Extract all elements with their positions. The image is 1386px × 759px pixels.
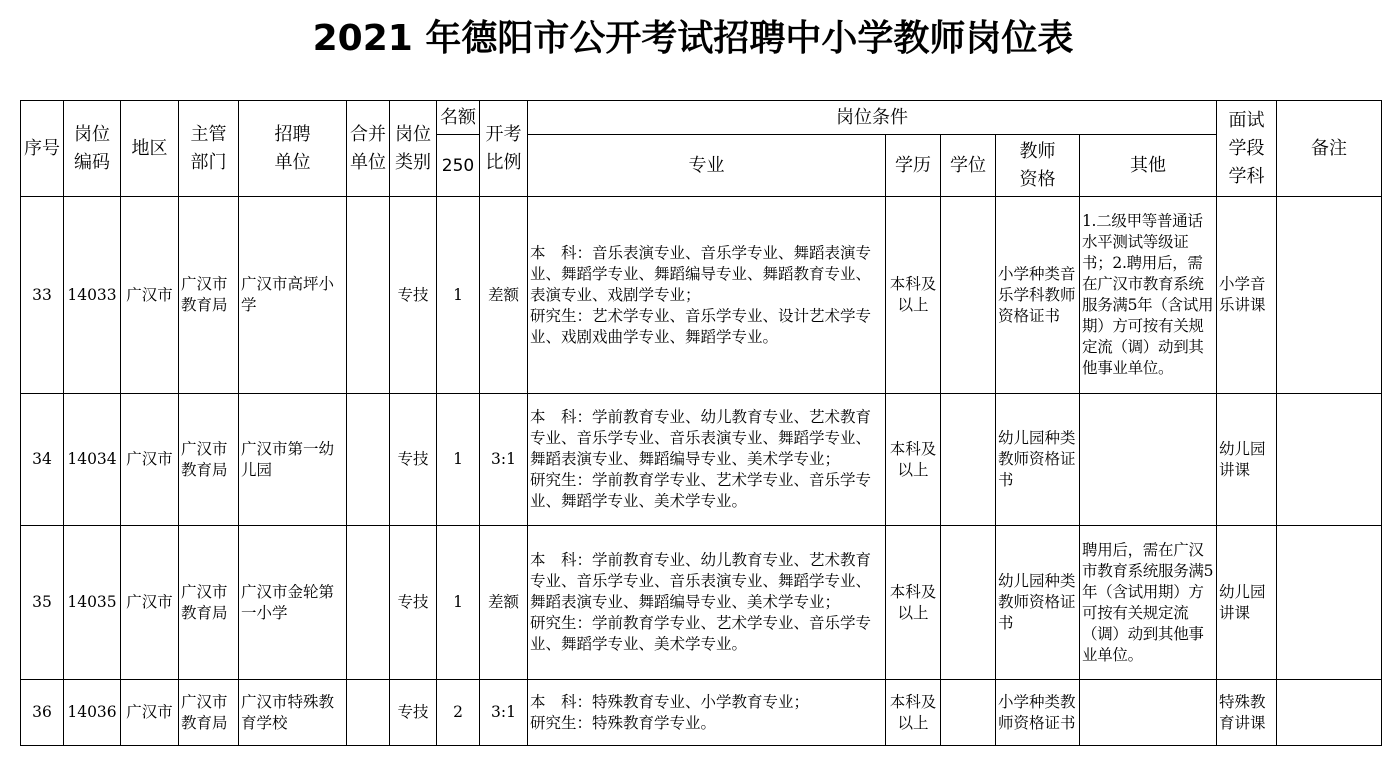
job-table: [20, 100, 1382, 746]
cell-other: 聘用后，需在广汉市教育系统服务满5年（含试用期）方可按有关规定流（调）动到其他事业单位。: [1080, 526, 1217, 680]
cell-category: 专技: [390, 680, 437, 746]
cell-dept: 广汉市教育局: [179, 394, 239, 526]
cell-education: 本科及以上: [886, 197, 941, 394]
cell-major: [528, 526, 886, 680]
cell-quota: 2: [437, 680, 480, 746]
cell-seq: 33: [21, 197, 64, 394]
major-graduate: 研究生：学前教育学专业、艺术学专业、音乐学专业、舞蹈学专业、美术学专业。: [530, 614, 872, 653]
cell-quota: 1: [437, 197, 480, 394]
cell-seq: 36: [21, 680, 64, 746]
cell-region: 广汉市: [121, 680, 179, 746]
major-undergrad: 本 科：特殊教育专业、小学教育专业；: [530, 692, 810, 711]
cell-unit: 广汉市金轮第一小学: [239, 526, 347, 680]
cell-ratio: 3:1: [480, 680, 528, 746]
cell-education: 本科及以上: [886, 394, 941, 526]
major-undergrad: 本 科：学前教育专业、幼儿教育专业、艺术教育专业、音乐学专业、音乐表演专业、舞蹈学专业、舞蹈表演专业、舞蹈编导专业、美术学专业；: [530, 408, 872, 468]
cell-interview: 特殊教育讲课: [1217, 680, 1277, 746]
header-remark: 备注: [1277, 101, 1382, 197]
cell-remark: [1277, 680, 1382, 746]
cell-qualification: 幼儿园种类教师资格证书: [996, 394, 1080, 526]
cell-code: 14035: [64, 526, 121, 680]
cell-ratio: 差额: [480, 526, 528, 680]
cell-category: 专技: [390, 394, 437, 526]
cell-region: 广汉市: [121, 526, 179, 680]
header-ratio: 开考 比例: [480, 101, 528, 197]
cell-remark: [1277, 394, 1382, 526]
cell-code: 14034: [64, 394, 121, 526]
cell-qualification: 幼儿园种类教师资格证书: [996, 526, 1080, 680]
major-graduate: 研究生：特殊教育学专业。: [530, 713, 717, 732]
major-undergrad: 本 科：学前教育专业、幼儿教育专业、艺术教育专业、音乐学专业、音乐表演专业、舞蹈学专业、舞蹈表演专业、舞蹈编导专业、美术学专业；: [530, 551, 872, 611]
header-major: 专业: [528, 135, 886, 197]
cell-merged: [347, 526, 390, 680]
table-row: [21, 197, 1382, 394]
header-education: 学历: [886, 135, 941, 197]
cell-unit: 广汉市第一幼儿园: [239, 394, 347, 526]
header-region: 地区: [121, 101, 179, 197]
header-qualification: 教师 资格: [996, 135, 1080, 197]
header-unit: 招聘 单位: [239, 101, 347, 197]
cell-code: 14033: [64, 197, 121, 394]
table-row: [21, 680, 1382, 746]
cell-quota: 1: [437, 526, 480, 680]
cell-degree: [941, 197, 996, 394]
major-undergrad: 本 科：音乐表演专业、音乐学专业、舞蹈表演专业、舞蹈学专业、舞蹈编导专业、舞蹈教育专业、表演专业、戏剧学专业；: [530, 243, 872, 304]
cell-merged: [347, 680, 390, 746]
table-row: [21, 394, 1382, 526]
cell-quota: 1: [437, 394, 480, 526]
cell-region: 广汉市: [121, 197, 179, 394]
cell-qualification: 小学种类音乐学科教师资格证书: [996, 197, 1080, 394]
cell-ratio: 3:1: [480, 394, 528, 526]
header-dept: 主管 部门: [179, 101, 239, 197]
header-quota-label: 名额: [437, 101, 480, 135]
cell-education: 本科及以上: [886, 526, 941, 680]
cell-major: [528, 680, 886, 746]
cell-interview: 幼儿园讲课: [1217, 394, 1277, 526]
cell-unit: 广汉市高坪小学: [239, 197, 347, 394]
cell-region: 广汉市: [121, 394, 179, 526]
header-category: 岗位 类别: [390, 101, 437, 197]
header-code: 岗位 编码: [64, 101, 121, 197]
major-graduate: 研究生：艺术学专业、音乐学专业、设计艺术学专业、戏剧戏曲学专业、舞蹈学专业。: [530, 306, 872, 346]
table-row: [21, 526, 1382, 680]
header-interview: 面试 学段 学科: [1217, 101, 1277, 197]
cell-interview: 小学音乐讲课: [1217, 197, 1277, 394]
cell-merged: [347, 197, 390, 394]
cell-other: [1080, 394, 1217, 526]
cell-remark: [1277, 526, 1382, 680]
cell-category: 专技: [390, 526, 437, 680]
cell-dept: 广汉市教育局: [179, 680, 239, 746]
cell-degree: [941, 680, 996, 746]
header-seq: 序号: [21, 101, 64, 197]
header-quota-total: 250: [437, 135, 480, 197]
cell-code: 14036: [64, 680, 121, 746]
page-title: 2021 年德阳市公开考试招聘中小学教师岗位表: [312, 18, 1074, 59]
header-degree: 学位: [941, 135, 996, 197]
cell-merged: [347, 394, 390, 526]
cell-seq: 34: [21, 394, 64, 526]
cell-category: 专技: [390, 197, 437, 394]
header-merged: 合并 单位: [347, 101, 390, 197]
cell-major: [528, 394, 886, 526]
cell-dept: 广汉市教育局: [179, 197, 239, 394]
header-conditions: 岗位条件: [528, 101, 1217, 135]
cell-other: 1.二级甲等普通话水平测试等级证书；2.聘用后，需在广汉市教育系统服务满5年（含试用期）方可按有关规定流（调）动到其他事业单位。: [1080, 197, 1217, 394]
major-graduate: 研究生：学前教育学专业、艺术学专业、音乐学专业、舞蹈学专业、美术学专业。: [530, 471, 872, 510]
cell-ratio: 差额: [480, 197, 528, 394]
cell-other: [1080, 680, 1217, 746]
cell-major: [528, 197, 886, 394]
cell-qualification: 小学种类教师资格证书: [996, 680, 1080, 746]
cell-education: 本科及以上: [886, 680, 941, 746]
cell-unit: 广汉市特殊教育学校: [239, 680, 347, 746]
cell-degree: [941, 394, 996, 526]
cell-interview: 幼儿园讲课: [1217, 526, 1277, 680]
header-other: 其他: [1080, 135, 1217, 197]
cell-degree: [941, 526, 996, 680]
cell-seq: 35: [21, 526, 64, 680]
cell-remark: [1277, 197, 1382, 394]
cell-dept: 广汉市教育局: [179, 526, 239, 680]
